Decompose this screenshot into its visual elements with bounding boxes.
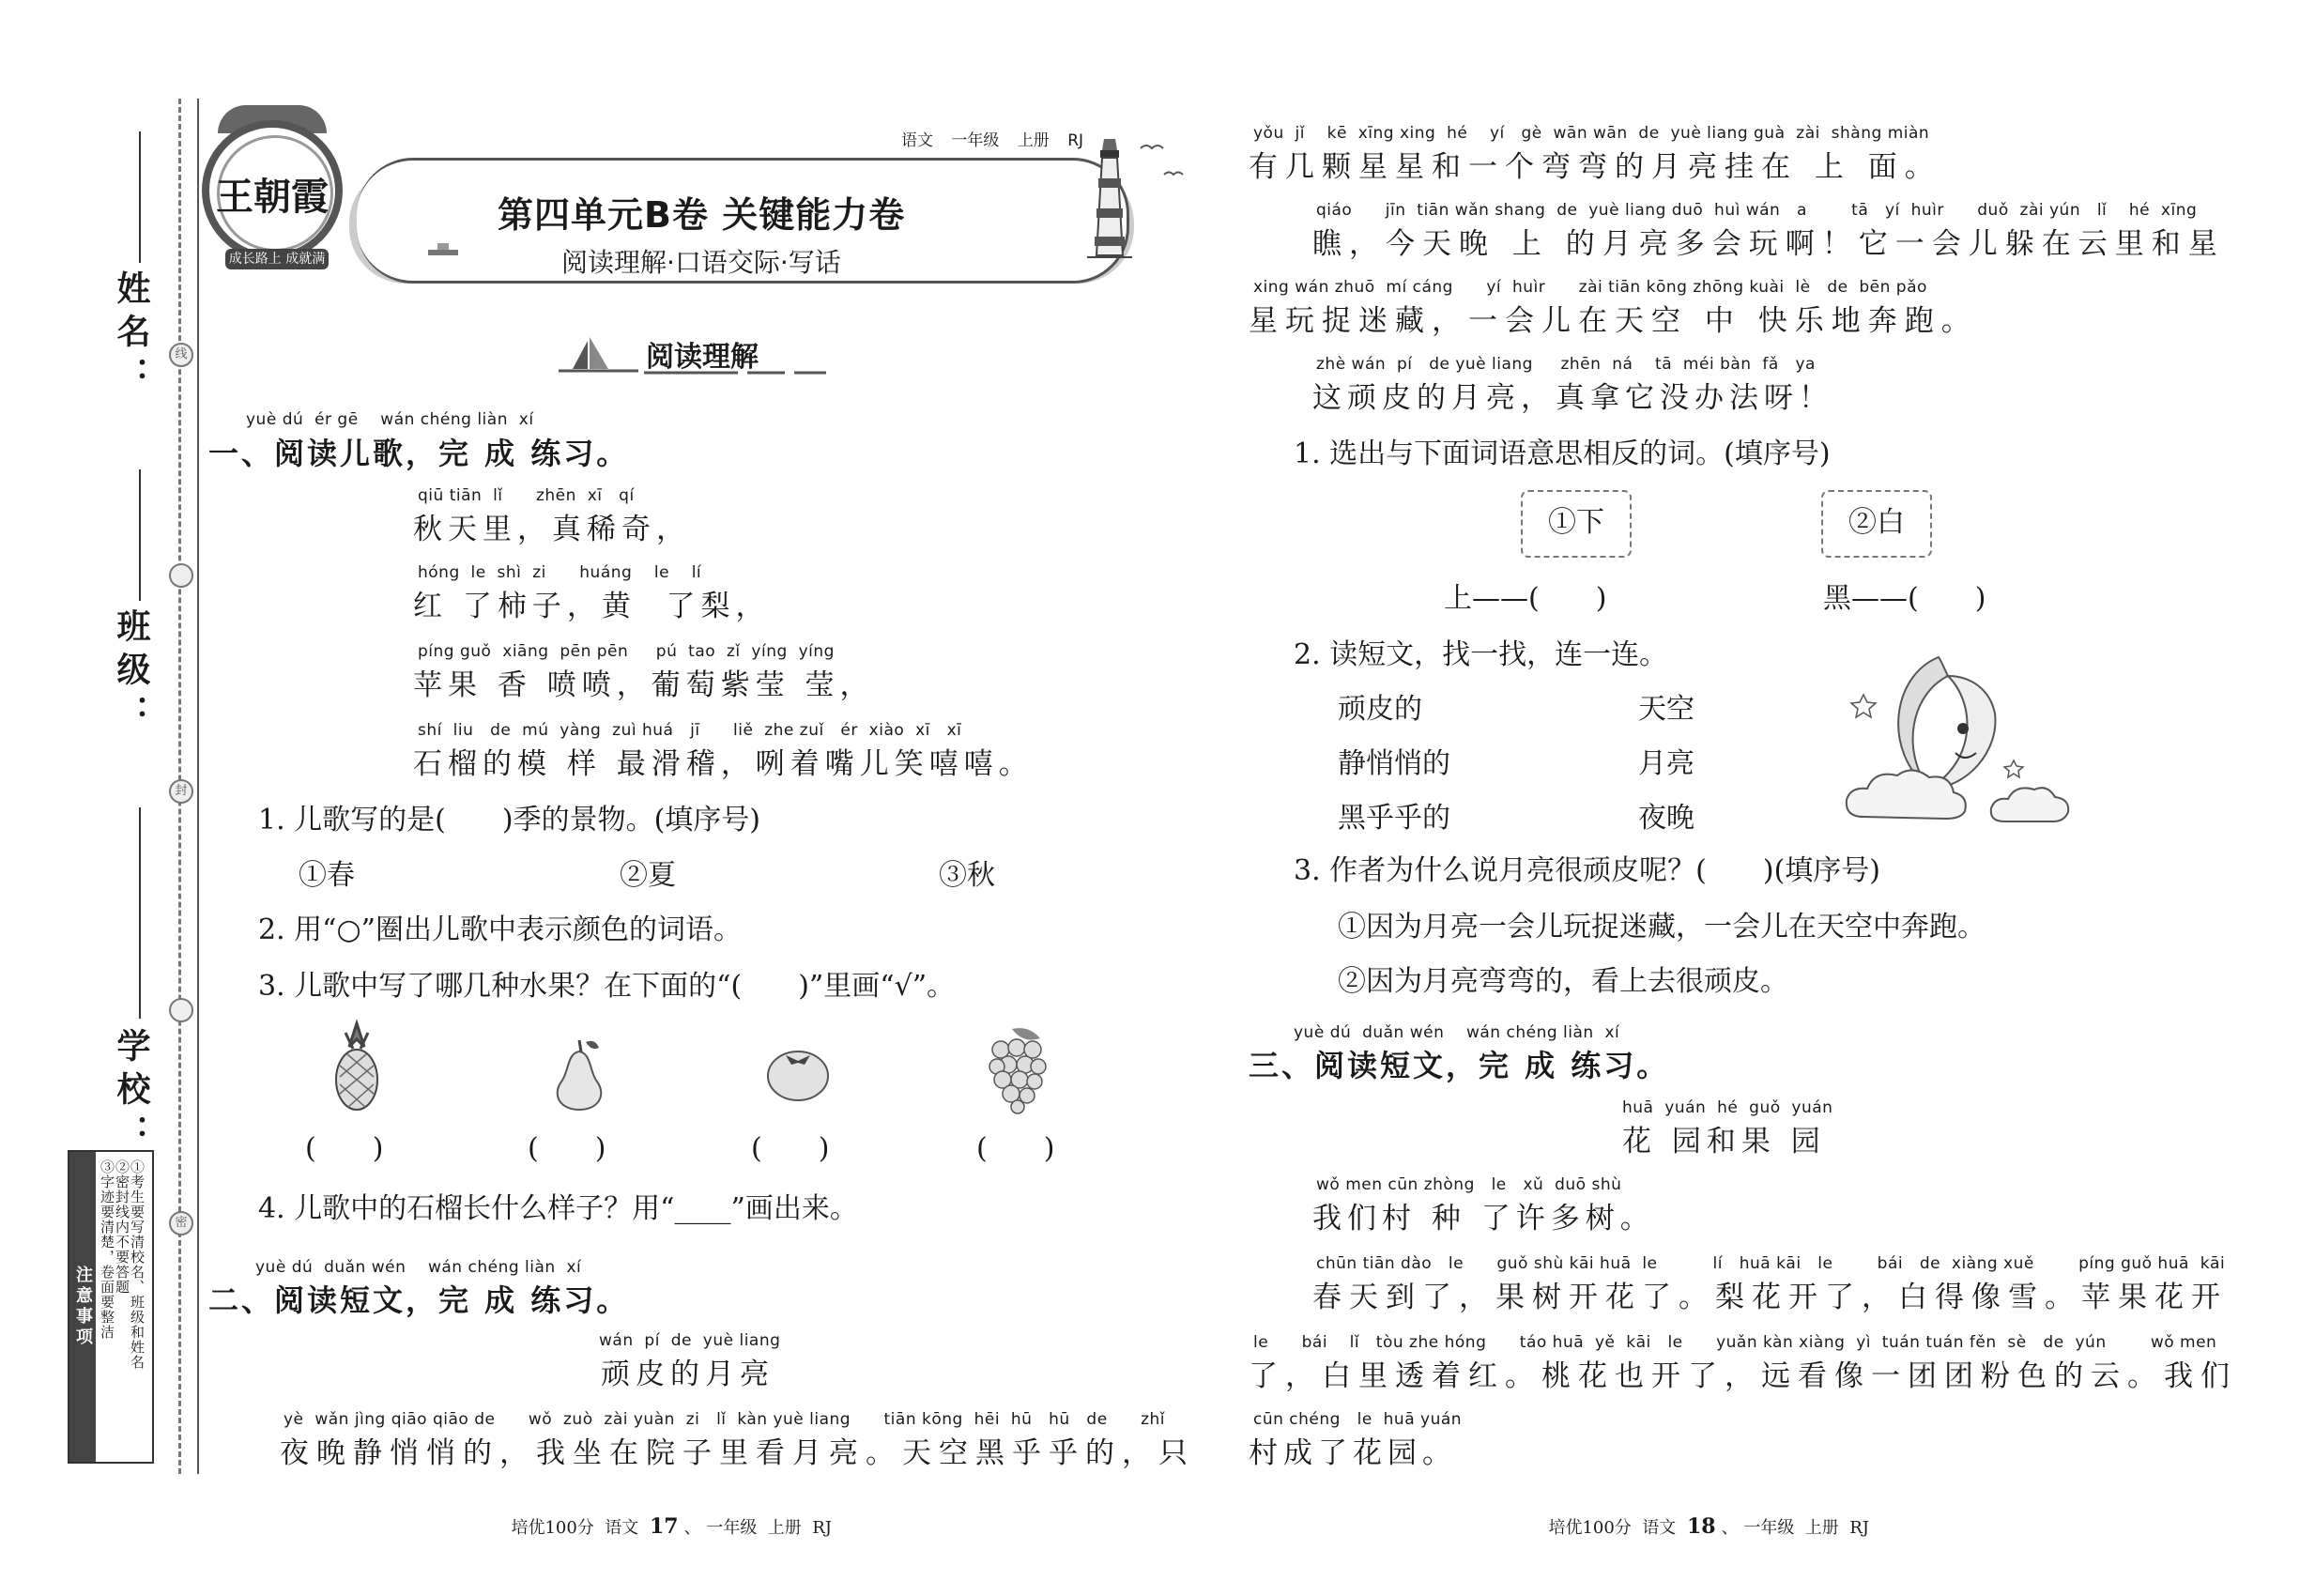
poem-line-1-pinyin: qiū tiān lǐ zhēn xī qí [418,486,635,505]
logo-motto: 成长路上 成就满天 [225,249,329,269]
footer-left-post: 、 一年级 上册 RJ [683,1518,832,1538]
s3-title: 花 园和果 园 [1622,1125,1826,1159]
sec1-pinyin: yuè dú ér gē wán chéng liàn xí [246,410,534,429]
poem-line-3: 苹果 香 喷喷，葡萄紫莹 莹， [413,668,875,702]
story-line-4: 星玩捉迷藏，一会儿在天空 中 快乐地奔跑。 [1249,304,1978,338]
story-line-5-pinyin: zhè wán pí de yuè liang zhēn ná tā méi bàn fǎ ya [1316,355,1816,374]
notes-box [68,1150,154,1464]
story-line-2: 有几颗星星和一个弯弯的月亮挂在 上 面。 [1249,150,1941,184]
sec3-pinyin: yuè dú duǎn wén wán chéng liàn xí [1294,1023,1620,1042]
poem-line-2-pinyin: hóng le shì zi huáng le lí [418,563,702,582]
header-subject: 语文 [901,131,933,150]
antonym-box-2: ②白 [1821,490,1932,558]
s3-line-4-pinyin: cūn chéng le huā yuán [1253,1410,1463,1429]
poem-line-2: 红 了柿子，黄 了梨， [413,590,771,623]
q1-option-autumn[interactable]: ③秋 [939,859,995,892]
footer-right-pre: 培优100分 语文 [1548,1518,1681,1538]
story-line-1-pinyin: yè wǎn jìng qiāo qiāo de wǒ zuò zài yuàn zi lǐ kàn yuè liang tiān kōng hēi hū hū de zhǐ [284,1410,1165,1429]
page-subtitle: 阅读理解·口语交际·写话 [561,247,841,278]
sec2-pinyin: yuè dú duǎn wén wán chéng liàn xí [255,1258,582,1277]
page-number-left: 17 [649,1514,679,1539]
section-2-heading: 二、阅读短文，完 成 练习。 [208,1282,630,1318]
logo-text: 王朝霞 [216,175,329,219]
right-question-1: 1. 选出与下面词语意思相反的词。(填序号) [1294,437,1831,470]
grape-answer-paren[interactable]: ( ) [976,1132,1055,1165]
class-label: 班级： [112,608,150,738]
left-question-1: 1. 儿歌写的是( )季的景物。(填序号) [258,804,760,836]
match-left-2[interactable]: 静悄悄的 [1338,747,1450,780]
story-line-5: 这顽皮的月亮，真拿它没办法呀！ [1312,381,1833,415]
lighthouse-icon [1087,131,1132,261]
footer-left [500,1495,832,1539]
story-line-4-pinyin: xing wán zhuō mí cáng yí huìr zài tiān kōng zhōng kuài lè de bēn pǎo [1253,278,1927,297]
ship-icon [424,238,462,259]
header-meta [901,127,1096,150]
seal-mark-circle-2 [169,998,193,1022]
page-number-right: 18 [1686,1514,1716,1539]
left-question-2: 2. 用“○”圈出儿歌中表示颜色的词语。 [258,913,743,946]
note-item-3: ③字迹要清楚，卷面要整洁 [99,1159,115,1340]
poem-line-4-pinyin: shí liu de mú yàng zuì huá jī liě zhe zuǐ ér xiào xī xī [418,721,962,740]
q1-option-spring[interactable]: ①春 [299,859,355,892]
s3-line-4: 村成了花园。 [1249,1436,1457,1470]
story-title-pinyin: wán pí de yuè liang [599,1331,781,1350]
s3-line-3-pinyin: le bái lǐ tòu zhe hóng táo huā yě kāi le yuǎn kàn xiàng yì tuán tuán fěn sè de yún wǒ men [1253,1333,2217,1352]
pineapple-answer-paren[interactable]: ( ) [305,1132,384,1165]
persimmon-icon [765,1042,831,1103]
match-left-3[interactable]: 黑乎乎的 [1338,802,1450,835]
footer-right-post: 、 一年级 上册 RJ [1721,1518,1869,1538]
footer-left-pre: 培优100分 语文 [511,1518,644,1538]
seal-mark-seal: 封 [169,779,193,804]
s3-line-2-pinyin: chūn tiān dào le guǒ shù kāi huā le lí huā kāi le bái de xiàng xuě píng guǒ huā kāi [1316,1254,2226,1273]
section-banner [554,333,826,375]
class-blank-line[interactable] [139,469,141,601]
seal-mark-line: 线 [169,343,193,367]
moon-cloud-icon [1835,648,2098,836]
poem-line-4: 石榴的模 样 最滑稽，咧着嘴儿笑嘻嘻。 [413,747,1034,781]
q1-option-summer[interactable]: ②夏 [620,859,676,892]
binding-solid-line [197,99,199,1474]
right-question-2: 2. 读短文，找一找，连一连。 [1294,638,1668,671]
note-item-1: ①考生要写清校名、班级和姓名 [129,1159,146,1370]
antonym-pair-black[interactable]: 黑——( ) [1823,582,1986,615]
name-blank-line[interactable] [139,131,141,263]
header-edition: RJ [1067,131,1084,150]
s3-title-pinyin: huā yuán hé guǒ yuán [1622,1098,1833,1117]
story-line-3-pinyin: qiáo jīn tiān wǎn shang de yuè liang duō huì wán a tā yí huìr duǒ zài yún lǐ hé xīng [1316,201,2198,220]
section-1-heading: 一、阅读儿歌，完 成 练习。 [208,436,630,471]
s3-line-2: 春天到了，果树开花了。梨花开了，白得像雪。苹果花开 [1312,1281,2228,1314]
name-label: 姓名： [112,270,150,400]
header-grade: 一年级 [951,131,1000,150]
pineapple-icon [329,1019,385,1113]
story-line-2-pinyin: yǒu jǐ kē xīng xing hé yí gè wān wān de yuè liang guà zài shàng miàn [1253,124,1930,143]
pear-answer-paren[interactable]: ( ) [528,1132,606,1165]
footer-right [1538,1495,1869,1539]
right-question-3: 3. 作者为什么说月亮很顽皮呢？( )(填序号) [1294,854,1880,887]
seal-mark-circle [169,563,193,588]
section-banner-text: 阅读理解 [646,341,759,374]
match-left-1[interactable]: 顽皮的 [1338,693,1422,726]
persimmon-answer-paren[interactable]: ( ) [751,1132,830,1165]
seal-mark-secret: 密 [169,1211,193,1235]
q3-option-2[interactable]: ②因为月亮弯弯的，看上去很顽皮。 [1338,965,1788,998]
seagull-icon [1136,139,1192,186]
s3-line-1: 我们村 种 了许多树。 [1312,1202,1655,1235]
page-title: 第四单元B卷 关键能力卷 [498,194,906,236]
story-line-3: 瞧，今天晚 上 的月亮多会玩啊！它一会儿躲在云里和星 [1312,227,2225,261]
grape-icon [984,1025,1050,1114]
header-volume: 上册 [1017,131,1050,150]
story-title: 顽皮的月亮 [601,1358,774,1391]
s3-line-1-pinyin: wǒ men cūn zhòng le xǔ duō shù [1316,1175,1622,1194]
left-question-3: 3. 儿歌中写了哪几种水果？在下面的“( )”里画“√”。 [258,970,956,1003]
sailboat-icon [554,333,643,375]
school-label: 学校： [112,1028,150,1158]
antonym-pair-up[interactable]: 上——( ) [1444,582,1607,615]
section-3-heading: 三、阅读短文，完 成 练习。 [1249,1048,1670,1083]
pear-icon [546,1033,612,1113]
notes-title: 注意事项 [69,1152,96,1462]
match-right-1[interactable]: 天空 [1638,693,1694,726]
left-question-4: 4. 儿歌中的石榴长什么样子？用“____”画出来。 [258,1192,858,1225]
match-right-3[interactable]: 夜晚 [1638,802,1694,835]
school-blank-line[interactable] [139,807,141,1019]
match-right-2[interactable]: 月亮 [1638,747,1694,780]
poem-line-3-pinyin: píng guǒ xiāng pēn pēn pú tao zǐ yíng yíng [418,642,835,661]
antonym-box-1: ①下 [1521,490,1632,558]
banner-underline [644,369,826,376]
note-item-2: ②密封线内不要答题 [114,1159,130,1295]
poem-line-1: 秋天里，真稀奇， [413,513,691,546]
story-line-1: 夜晚静悄悄的，我坐在院子里看月亮。天空黑乎乎的，只 [280,1436,1195,1470]
s3-line-3: 了，白里透着红。桃花也开了，远看像一团团粉色的云。我们 [1249,1359,2237,1393]
q3-option-1[interactable]: ①因为月亮一会儿玩捉迷藏，一会儿在天空中奔跑。 [1338,911,1986,944]
logo [202,120,343,261]
